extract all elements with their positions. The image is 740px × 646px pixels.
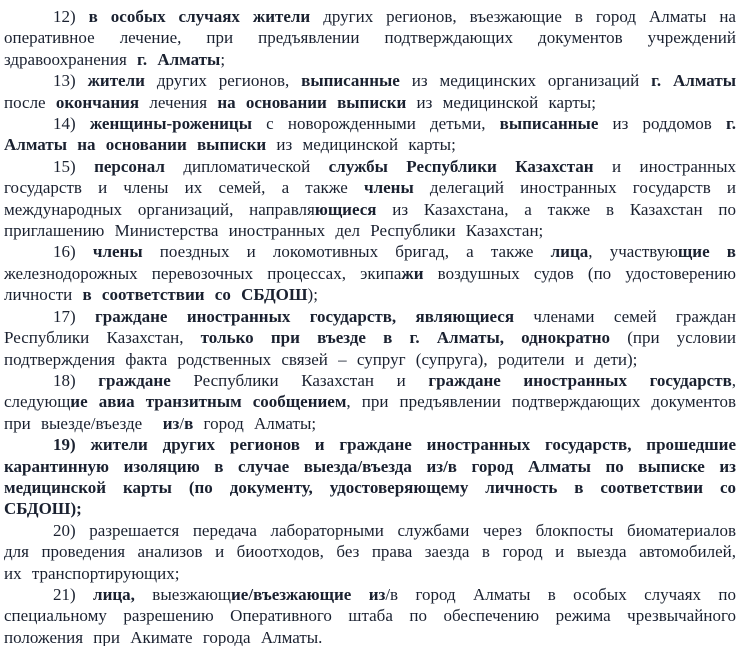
text-run: других регионов, xyxy=(144,71,302,91)
paragraph-13 xyxy=(4,70,736,113)
bold-run: жи xyxy=(401,263,424,283)
bold-run: выписанные xyxy=(301,71,400,91)
text-run: других регионов, въезжающие в город Алматы на оперативное лечение, при предъявлении подтверждающих документов учреждений здравоохранения xyxy=(4,7,736,69)
bold-run: лица xyxy=(550,242,589,262)
paragraph-19 xyxy=(4,434,736,520)
bold-run: члены xyxy=(364,178,414,198)
bold-run: на основании выписки xyxy=(217,92,407,112)
paragraph-21 xyxy=(4,584,736,646)
bold-run: члены xyxy=(92,242,143,262)
text-run: 15) xyxy=(53,156,95,176)
paragraph-18 xyxy=(4,370,736,434)
text-run: после xyxy=(4,92,56,112)
paragraph-20 xyxy=(4,520,736,584)
bold-run: 19) жители других регионов и граждане иностранных государств, прошедшие карантинную изоляцию в случае выезда/въезда из/в город Алматы по выписке из медицинской карты (по документу, удостоверяющему личность в соответствии со СБДОШ); xyxy=(4,435,736,519)
bold-run: персонал xyxy=(94,156,165,176)
text-run: делегаций иностранных государств и международных организаций, направля xyxy=(4,178,736,219)
text-run: 16) xyxy=(53,242,93,262)
text-run: /в город Алматы в особых случаях по специальному разрешению Оперативного штаба по обеспечению режима чрезвычайного положения при Акимате города Алматы. xyxy=(4,584,736,646)
text-run: 12) xyxy=(53,7,89,26)
paragraph-16 xyxy=(4,241,736,305)
bold-run: ие авиа транзитным сообщением xyxy=(70,392,347,412)
text-run: , при предъявлении подтверждающих документов при выезде/въезде xyxy=(4,392,737,433)
text-run: из медицинской карты; xyxy=(406,92,596,112)
text-run: 17) xyxy=(53,306,96,326)
text-run: членами семей граждан Республики Казахстан, xyxy=(4,306,736,348)
text-run: и иностранных государств и члены их семей, а также xyxy=(4,156,737,198)
text-run: дипломатической xyxy=(164,156,329,176)
text-run: 14) xyxy=(53,114,90,134)
bold-run: г. Алматы xyxy=(137,49,221,69)
text-run: город Алматы; xyxy=(193,413,317,433)
text-run: , участвую xyxy=(588,242,678,262)
text-run: (при условии подтверждения факта родственных связей – супруг (супруга), родители и дети); xyxy=(4,328,737,369)
text-run: ; xyxy=(220,49,226,69)
paragraph-12 xyxy=(4,6,736,70)
bold-run: из xyxy=(162,413,180,433)
bold-run: г. Алматы на основании выписки xyxy=(4,114,736,155)
text-run: 13) xyxy=(53,71,88,91)
bold-run: граждане иностранных государств xyxy=(428,370,732,390)
text-run: воздушных судов (по удостоверению личности xyxy=(4,263,736,305)
bold-run: службы Республики Казахстан xyxy=(328,156,594,176)
text-run: из медицинской карты; xyxy=(266,135,456,155)
text-run: 18) xyxy=(53,370,99,390)
paragraph-15 xyxy=(4,156,736,242)
bold-run: только при въезде в г. Алматы, однократно xyxy=(200,328,611,348)
bold-run: в особых случаях жители xyxy=(88,7,311,26)
text-run: , следующ xyxy=(4,370,736,412)
bold-run: ющиеся xyxy=(314,199,377,219)
bold-run: ие/въезжающие из xyxy=(231,584,386,604)
bold-run: в соответствии со СБДОШ xyxy=(82,285,308,305)
bold-run: г. Алматы xyxy=(651,71,736,91)
bold-run: жители xyxy=(87,71,145,91)
bold-run: граждане xyxy=(98,370,171,390)
bold-run: щие в xyxy=(677,242,736,262)
bold-run: окончания xyxy=(55,92,140,112)
text-run: лечения xyxy=(139,92,218,112)
text-run: из медицинских организаций xyxy=(399,71,652,91)
bold-run: граждане иностранных государств, являющиеся xyxy=(95,306,515,326)
bold-run: в xyxy=(184,413,194,433)
bold-run: лица, xyxy=(93,584,135,604)
text-run: 20) разрешается передача лабораторными службами через блокпосты биоматериалов для проведения анализов и биоотходов, без права заезда в город и выезда автомобилей, их транспортирующих; xyxy=(4,520,736,583)
text-run: из роддомов xyxy=(598,114,726,134)
bold-run: женщины-роженицы xyxy=(89,114,252,134)
text-run: / xyxy=(179,413,185,433)
text-run: из Казахстана, а также в Казахстан по приглашению Министерства иностранных дел Республики Казахстан; xyxy=(4,199,736,241)
text-run: с новорожденными детьми, xyxy=(251,114,500,134)
text-run: Республики Казахстан и xyxy=(170,370,429,390)
text-run: железнодорожных перевозочных процессах, экипа xyxy=(4,263,402,283)
text-run: 21) xyxy=(53,584,94,604)
text-run: поездных и локомотивных бригад, а также xyxy=(142,242,551,262)
paragraph-17 xyxy=(4,306,736,370)
text-run: ); xyxy=(307,285,318,305)
paragraph-14 xyxy=(4,113,736,156)
text-run: выезжающ xyxy=(134,584,232,604)
bold-run: выписанные xyxy=(499,114,599,134)
